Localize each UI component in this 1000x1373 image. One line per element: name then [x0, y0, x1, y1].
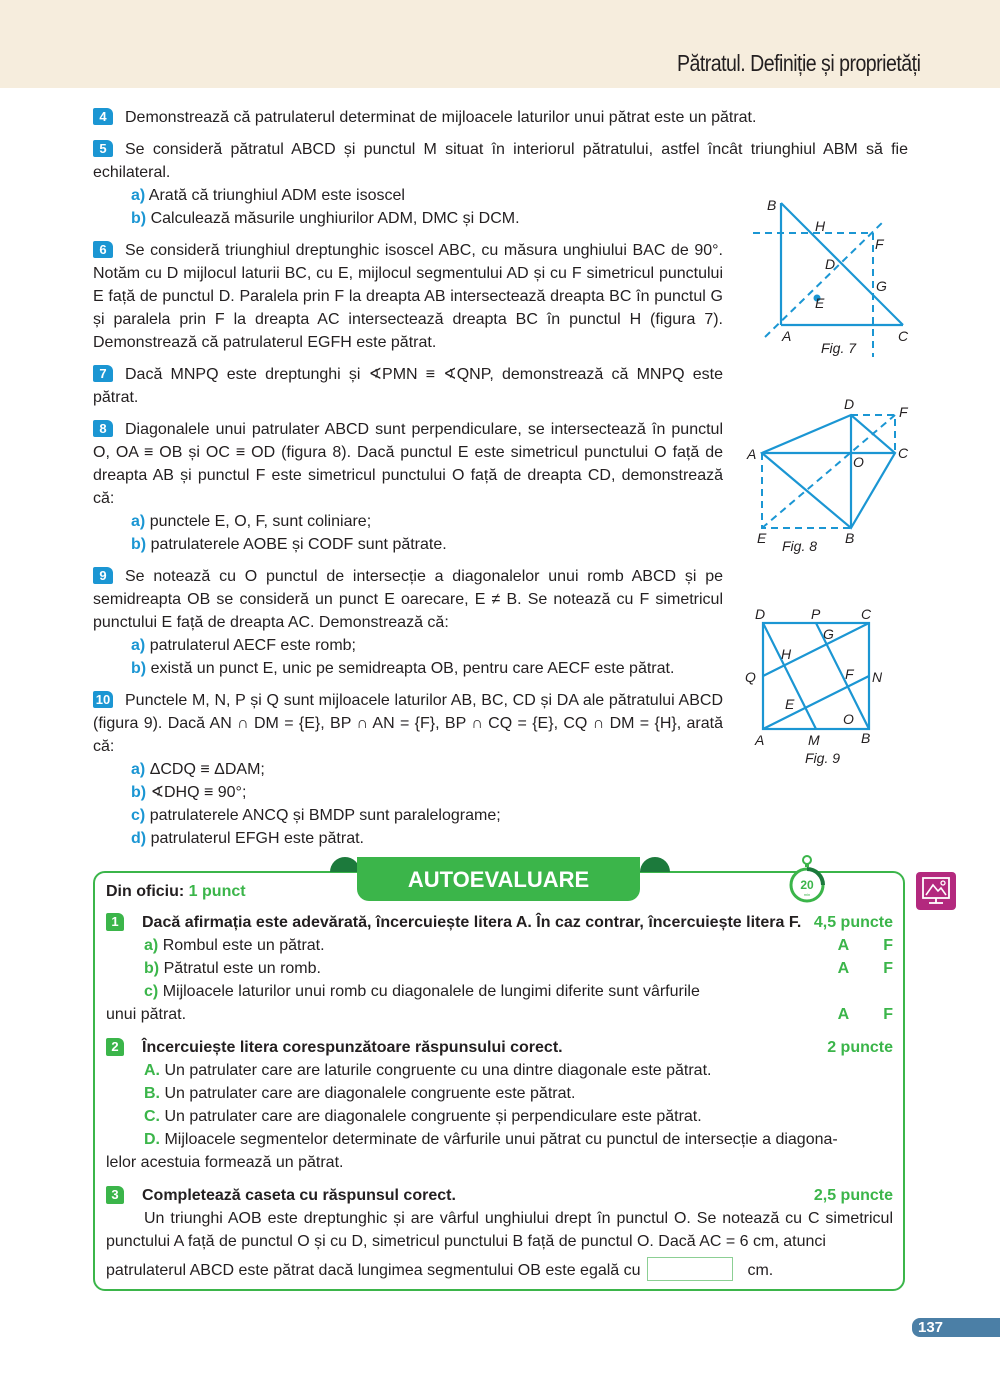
points: 2,5 puncte — [813, 1187, 893, 1204]
svg-text:Q: Q — [745, 669, 756, 685]
svg-text:H: H — [815, 218, 826, 234]
exercise-part: b) ∢DHQ ≡ 90°; — [131, 784, 247, 801]
figure-caption: Fig. 7 — [821, 340, 857, 356]
svg-text:E: E — [757, 530, 767, 546]
line-ef — [765, 220, 885, 337]
exercise-5: 5 Se consideră pătratul ABCD și punctul M situat în interiorul pătratului, astfel încât triunghiul ABM să fie echilateral. a) Arată că triunghiul ADM este isoscel b) Calculează măsurile unghiurilor ADM, DMC și DCM. — [93, 138, 908, 230]
segment-bc — [781, 203, 903, 325]
self-evaluation-content — [106, 880, 893, 1282]
exercise-7: 7 Dacă MNPQ este dreptunghi și ∢PMN ≡ ∢QNP, demonstrează că MNPQ este pătrat. — [93, 366, 723, 406]
exercise-part: a) patrulaterul AECF este romb; — [131, 637, 356, 654]
exercise-number: 7 — [93, 365, 113, 382]
svg-text:D: D — [844, 396, 855, 412]
exercise-number: 5 — [93, 140, 113, 157]
option-true[interactable]: A — [837, 937, 850, 954]
svg-text:F: F — [845, 666, 854, 682]
page-header — [0, 0, 1000, 88]
figure-caption: Fig. 9 — [805, 750, 841, 766]
svg-text:C: C — [898, 328, 909, 344]
figure-8 — [745, 395, 925, 560]
segment-dm — [763, 623, 816, 729]
exercise-10: 10 Punctele M, N, P și Q sunt mijloacele laturilor AB, BC, CD și DA ale pătratului ABCD (figura 9). Dacă AN ∩ DM = {E}, BP ∩ AN = {F}, BP ∩ CQ = {E}, CQ ∩ DM = {H}, arată că: a) ΔCDQ ≡ ΔDAM; b) ∢DHQ ≡ 90°; c) patrulaterele ANCQ și BMDP sunt paralelograme; d) patrulaterul EFGH este pătrat. — [93, 689, 723, 850]
svg-text:O: O — [853, 454, 864, 470]
svg-text:C: C — [861, 606, 872, 622]
svg-text:O: O — [843, 711, 854, 727]
svg-text:F: F — [875, 236, 884, 252]
svg-text:F: F — [899, 404, 908, 420]
svg-text:G: G — [876, 278, 887, 294]
exercise-number: 9 — [93, 567, 113, 584]
figure-caption: Fig. 8 — [782, 538, 818, 554]
svg-text:D: D — [825, 256, 836, 272]
option-false[interactable]: F — [883, 1006, 893, 1023]
media-resource-icon[interactable] — [916, 872, 956, 910]
statement-a: a) Rombul este un pătrat. A F — [106, 934, 893, 957]
exercise-part: a) Arată că triunghiul ADM este isoscel — [131, 187, 405, 204]
statement-c: c) Mijloacele laturilor unui romb cu diagonalele de lungimi diferite sunt vârfurile — [144, 983, 700, 1000]
exercise-9: 9 Se notează cu O punctul de intersecție a diagonalelor unui romb ABCD și pe semidreapta OB se consideră un punct E oarecare, E ≠ B. Se notează cu F simetricul punctului E față de dreapta AC. Demonstrează că: a) patrulaterul AECF este romb; b) există un punct E, unic pe semidreapta OB, pentru care AECF este pătrat. — [93, 565, 723, 680]
question-3: 3 Completează caseta cu răspunsul corect. 2,5 puncte Un triunghi AOB este dreptunghic și are vârful unghiului drept în punctul O. Se notează cu C simetricul punctului A față de punctul O și cu D, simetricul punctului B față de punctul O. Dacă AC = 6 cm, atunci patrulaterul ABCD este pătrat dacă lungimea segmentului OB este egală cu cm. — [106, 1184, 893, 1282]
exercise-part: a) ΔCDQ ≡ ΔDAM; — [131, 761, 265, 778]
svg-text:D: D — [755, 606, 766, 622]
svg-text:A: A — [755, 732, 765, 748]
line-eof — [762, 415, 895, 528]
exercise-4: 4 Demonstrează că patrulaterul determinat de mijloacele laturilor unui pătrat este un pătrat. — [93, 106, 908, 129]
option-c[interactable]: C. Un patrulater care are diagonalele congruente și perpendiculare este pătrat. — [144, 1108, 702, 1125]
exercise-6: 6 Se consideră triunghiul dreptunghic isoscel ABC, cu măsura unghiului BAC de 90°. Notăm cu D mijlocul laturii BC, cu E, mijlocul segmentului AD și cu F simetricul punctului E față de punctul D. Paralela prin F la dreapta AB intersectează dreapta BC în punctul G și paralela prin F la dreapta AC intersectează dreapta BC în punctul H (figura 7). Demonstrează că patrulaterul EGFH este pătrat. — [93, 242, 723, 351]
option-a[interactable]: A. Un patrulater care are laturile congruente cu una dintre diagonale este pătrat. — [144, 1062, 712, 1079]
option-true[interactable]: A — [837, 1006, 850, 1023]
svg-text:min: min — [803, 892, 811, 897]
answer-input[interactable] — [647, 1257, 733, 1281]
exercise-number: 4 — [93, 108, 113, 125]
svg-text:N: N — [872, 669, 883, 685]
monitor-landscape-icon — [916, 872, 956, 910]
exercise-part: a) punctele E, O, F, sunt coliniare; — [131, 513, 372, 530]
banner-ribbon-left — [330, 857, 360, 872]
svg-text:B: B — [861, 730, 871, 746]
din-oficiu: Din oficiu: 1 punct — [106, 883, 246, 900]
option-false[interactable]: F — [883, 960, 893, 977]
page-number: 137 — [912, 1318, 1000, 1337]
figure-7 — [745, 195, 925, 360]
exercise-number: 6 — [93, 241, 113, 258]
exercise-part: b) patrulaterele AOBE și CODF sunt pătrate. — [131, 536, 447, 553]
points: 2 puncte — [827, 1039, 893, 1056]
svg-text:E: E — [815, 295, 825, 311]
self-evaluation-banner: AUTOEVALUARE — [357, 857, 640, 901]
svg-text:E: E — [785, 696, 795, 712]
svg-text:M: M — [808, 732, 820, 748]
svg-text:C: C — [898, 445, 909, 461]
svg-text:A: A — [747, 446, 757, 462]
figure-9 — [745, 605, 895, 770]
statement-b: b) Pătratul este un romb. A F — [106, 957, 893, 980]
question-1: 1 Dacă afirmația este adevărată, încercuiește litera A. În caz contrar, încercuiește litera F. 4,5 puncte a) Rombul este un pătrat. A F b) Pătratul este un romb. A F c) Mijloacele laturilor unui romb cu diagonalele de lungimi diferite sunt vârfurile unui pătrat. A F — [106, 911, 893, 1026]
points: 4,5 puncte — [813, 914, 893, 931]
chapter-title: Pătratul. Definiție și proprietăți — [676, 50, 920, 76]
option-true[interactable]: A — [837, 960, 850, 977]
exercise-part: b) există un punct E, unic pe semidreapta OB, pentru care AECF este pătrat. — [131, 660, 675, 677]
exercise-part: c) patrulaterele ANCQ și BMDP sunt paralelograme; — [131, 807, 501, 824]
svg-text:G: G — [823, 626, 834, 642]
exercise-number: 8 — [93, 420, 113, 437]
svg-text:B: B — [767, 197, 777, 213]
svg-text:B: B — [845, 530, 855, 546]
svg-text:20: 20 — [800, 878, 814, 892]
option-b[interactable]: B. Un patrulater care are diagonalele congruente este pătrat. — [144, 1085, 576, 1102]
svg-text:H: H — [781, 646, 792, 662]
svg-text:P: P — [811, 606, 821, 622]
svg-text:A: A — [782, 328, 792, 344]
option-false[interactable]: F — [883, 937, 893, 954]
exercise-part: d) patrulaterul EFGH este pătrat. — [131, 830, 364, 847]
option-d[interactable]: D. Mijloacele segmentelor determinate de vârfurile unui pătrat cu punctul de intersecție a diagona- lelor acestuia formează un pătrat. — [106, 1131, 838, 1171]
banner-ribbon-right — [640, 857, 670, 872]
exercise-part: b) Calculează măsurile unghiurilor ADM, DMC și DCM. — [131, 210, 520, 227]
exercise-number: 10 — [93, 691, 113, 708]
exercise-8: 8 Diagonalele unui patrulater ABCD sunt perpendiculare, se intersectează în punctul O, OA ≡ OB și OC ≡ OD (figura 8). Dacă punctul E este simetricul punctului O față de dreapta AB și punctul F este simetricul punctului O față de dreapta CD, demonstrează că: a) punctele E, O, F, sunt coliniare; b) patrulaterele AOBE și CODF sunt pătrate. — [93, 418, 723, 556]
question-2: 2 Încercuiește litera corespunzătoare răspunsului corect. 2 puncte A. Un patrulater care are laturile congruente cu una dintre diagonale este pătrat. B. Un patrulater care are diagonalele congruente este pătrat. C. Un patrulater care are diagonalele congruente și perpendiculare este pătrat. D. Mijloacele segmentelor determinate de vârfurile unui pătrat cu punctul de intersecție a diagona- lelor acestuia formează un pătrat. — [106, 1036, 893, 1174]
